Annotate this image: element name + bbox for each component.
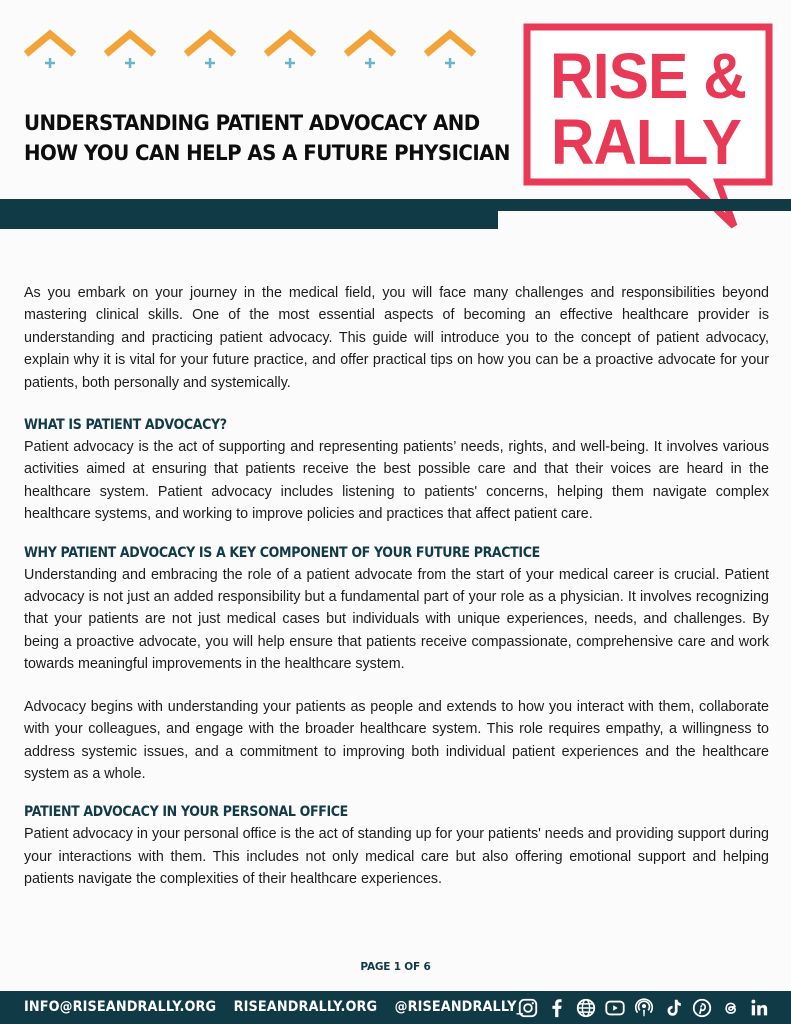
- facebook-icon[interactable]: [546, 997, 568, 1019]
- chevron-plus-icon: [422, 28, 478, 72]
- section-heading-office: PATIENT ADVOCACY IN YOUR PERSONAL OFFICE: [24, 804, 348, 821]
- linkedin-icon[interactable]: [749, 997, 771, 1019]
- podcast-icon[interactable]: [633, 997, 655, 1019]
- footer-bar: [0, 991, 791, 1024]
- office-paragraph: Patient advocacy in your personal office is the act of standing up for your patients' needs and providing support during your interactions with them. This includes not only medical care but also offering emotional support and helping patients navigate the complexities of their healthcare experiences.: [24, 826, 769, 888]
- header-divider-thin-bar: [498, 199, 791, 211]
- page-title-line-1: UNDERSTANDING PATIENT ADVOCACY AND: [24, 111, 480, 136]
- tiktok-icon[interactable]: [662, 997, 684, 1019]
- what-paragraph: Patient advocacy is the act of supporting and representing patients’ needs, rights, and well-being. It involves various activities aimed at ensuring that patients receive the best possible care and that their voices are heard in the healthcare system. Patient advocacy includes listening to patients' concerns, helping them navigate complex healthcare systems, and working to improve policies and practices that affect patient care.: [24, 439, 769, 523]
- social-icons: [517, 997, 771, 1019]
- why-paragraph-1: Understanding and embracing the role of a patient advocate from the start of your medical career is crucial. Patient advocacy is not just an added responsibility but a fundamental part of your role as a physician. It involves recognizing that your patients are not just medical cases but individuals with unique experiences, needs, and challenges. By being a proactive advocate, you will help ensure that patients receive compassionate, comprehensive care and work towards meaningful improvements in the healthcare system.: [24, 566, 769, 673]
- globe-icon[interactable]: [575, 997, 597, 1019]
- chevron-plus-icon: [262, 28, 318, 72]
- decorative-chevron-row: [22, 28, 482, 72]
- chevron-plus-icon: [102, 28, 158, 72]
- article-body: [24, 282, 769, 891]
- footer-website-link[interactable]: RISEANDRALLY.ORG: [233, 999, 378, 1015]
- chevron-plus-icon: [182, 28, 238, 72]
- logo-line-2: RALLY: [551, 106, 742, 178]
- footer-contacts: [24, 999, 536, 1015]
- header-divider-bar: [0, 199, 498, 229]
- chevron-plus-icon: [342, 28, 398, 72]
- threads-icon[interactable]: [720, 997, 742, 1019]
- pinterest-icon[interactable]: [691, 997, 713, 1019]
- youtube-icon[interactable]: [604, 997, 626, 1019]
- page-number: PAGE 1 OF 6: [360, 961, 431, 973]
- section-heading-why: WHY PATIENT ADVOCACY IS A KEY COMPONENT OF YOUR FUTURE PRACTICE: [24, 544, 540, 561]
- intro-paragraph: As you embark on your journey in the medical field, you will face many challenges and responsibilities beyond mastering clinical skills. One of the most essential aspects of becoming an effective healthcare provider is understanding and practicing patient advocacy. This guide will introduce you to the concept of patient advocacy, explain why it is vital for your future practice, and offer practical tips on how you can be a proactive advocate for your patients, both personally and systemically.: [24, 285, 769, 391]
- logo-line-1: RISE &: [550, 40, 746, 112]
- why-paragraph-2: Advocacy begins with understanding your patients as people and extends to how you interact with them, collaborate with your colleagues, and engage with the broader healthcare system. This role requires empathy, a willingness to address systemic issues, and a commitment to improving both individual patient experiences and the healthcare system as a whole.: [24, 698, 769, 782]
- page-title-line-2: HOW YOU CAN HELP AS A FUTURE PHYSICIAN: [24, 141, 510, 166]
- section-heading-what: WHAT IS PATIENT ADVOCACY?: [24, 417, 227, 434]
- chevron-plus-icon: [22, 28, 78, 72]
- footer-handle-link[interactable]: @RISEANDRALLY_: [394, 999, 524, 1015]
- footer-email-link[interactable]: INFO@RISEANDRALLY.ORG: [24, 999, 217, 1015]
- instagram-icon[interactable]: [517, 997, 539, 1019]
- page-title: [24, 109, 510, 169]
